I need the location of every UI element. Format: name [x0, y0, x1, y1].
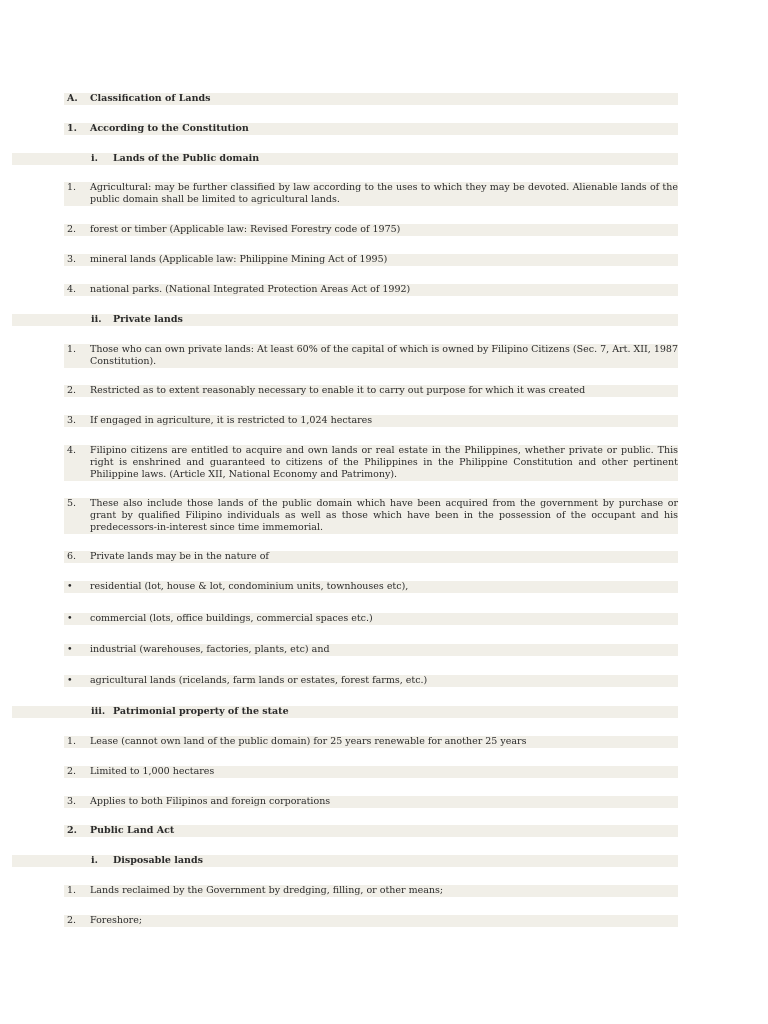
heading-text: Private lands [113, 314, 183, 325]
bullet-item-text: agricultural lands (ricelands, farm lands or estates, forest farms, etc.) [90, 675, 428, 686]
list-marker: 1. [67, 344, 77, 355]
list-item [64, 766, 678, 778]
list-marker: 4. [67, 284, 77, 295]
section-heading [64, 93, 678, 105]
bullet-marker: • [67, 613, 73, 624]
list-marker: 2. [67, 385, 77, 396]
list-item [64, 736, 678, 748]
list-item [64, 224, 678, 236]
bullet-item-text: industrial (warehouses, factories, plants, etc) and [90, 644, 330, 655]
list-item [64, 551, 678, 563]
list-marker: A. [67, 93, 78, 104]
roman-heading [12, 855, 678, 867]
heading-text: Classification of Lands [90, 93, 211, 104]
list-item-text: If engaged in agriculture, it is restricted to 1,024 hectares [90, 415, 373, 426]
list-item-text: Foreshore; [90, 915, 143, 926]
list-item [64, 182, 678, 206]
bullet-marker: • [67, 581, 73, 592]
list-item [64, 915, 678, 927]
list-marker: 1. [67, 182, 77, 193]
roman-heading [12, 314, 678, 326]
list-marker: 3. [67, 796, 77, 807]
list-item-text: Limited to 1,000 hectares [90, 766, 215, 777]
bullet-item [64, 644, 678, 656]
list-marker: 2. [67, 224, 77, 235]
list-marker: ii. [91, 314, 102, 325]
list-item [64, 498, 678, 534]
list-item [64, 415, 678, 427]
list-item-text: Agricultural: may be further classified by law according to the uses to which they may be devoted. Alienable lands of the public domain shall be limited to agricultural lands. [90, 182, 678, 205]
subsection-heading [64, 123, 678, 135]
list-marker: i. [91, 153, 98, 164]
list-marker: iii. [91, 706, 106, 717]
list-item-text: national parks. (National Integrated Protection Areas Act of 1992) [90, 284, 411, 295]
list-marker: 2. [67, 766, 77, 777]
subsection-heading [64, 825, 678, 837]
list-marker: 1. [67, 736, 77, 747]
list-item-text: Those who can own private lands: At least 60% of the capital of which is owned by Filipino Citizens (Sec. 7, Art. XII, 1987 Constitution). [90, 344, 678, 367]
bullet-item [64, 613, 678, 625]
list-item [64, 445, 678, 481]
roman-heading [12, 706, 678, 718]
list-item [64, 284, 678, 296]
list-marker: 1. [67, 123, 77, 134]
list-item-text: forest or timber (Applicable law: Revised Forestry code of 1975) [90, 224, 401, 235]
list-marker: 3. [67, 415, 77, 426]
list-marker: 5. [67, 498, 77, 509]
list-marker: 2. [67, 825, 77, 836]
list-item-text: Lands reclaimed by the Government by dredging, filling, or other means; [90, 885, 444, 896]
list-item [64, 254, 678, 266]
list-item [64, 385, 678, 397]
list-marker: 4. [67, 445, 77, 456]
heading-text: Lands of the Public domain [113, 153, 260, 164]
list-item-text: Lease (cannot own land of the public domain) for 25 years renewable for another 25 years [90, 736, 527, 747]
list-item [64, 885, 678, 897]
bullet-item [64, 675, 678, 687]
heading-text: Disposable lands [113, 855, 203, 866]
list-marker: 2. [67, 915, 77, 926]
list-item [64, 796, 678, 808]
bullet-marker: • [67, 675, 73, 686]
list-marker: 1. [67, 885, 77, 896]
list-item-text: Applies to both Filipinos and foreign corporations [90, 796, 331, 807]
bullet-item-text: commercial (lots, office buildings, commercial spaces etc.) [90, 613, 373, 624]
list-item-text: Filipino citizens are entitled to acquire and own lands or real estate in the Philippines, whether private or public. This right is enshrined and guaranteed to citizens of the Philippines in the Philippine Constitution and other pertinent Philippine laws. (Article XII, National Economy and Patrimony). [90, 445, 678, 480]
heading-text: Patrimonial property of the state [113, 706, 289, 717]
bullet-marker: • [67, 644, 73, 655]
bullet-item-text: residential (lot, house & lot, condominium units, townhouses etc), [90, 581, 409, 592]
list-item-text: These also include those lands of the public domain which have been acquired from the government by purchase or grant by qualified Filipino individuals as well as those which have been in the possession of the occupant and his predecessors-in-interest since time immemorial. [90, 498, 678, 533]
bullet-item [64, 581, 678, 593]
list-marker: 6. [67, 551, 77, 562]
list-marker: i. [91, 855, 98, 866]
heading-text: Public Land Act [90, 825, 175, 836]
list-marker: 3. [67, 254, 77, 265]
heading-text: According to the Constitution [90, 123, 249, 134]
list-item-text: Private lands may be in the nature of [90, 551, 269, 562]
list-item-text: mineral lands (Applicable law: Philippine Mining Act of 1995) [90, 254, 388, 265]
list-item [64, 344, 678, 368]
roman-heading [12, 153, 678, 165]
list-item-text: Restricted as to extent reasonably necessary to enable it to carry out purpose for which it was created [90, 385, 586, 396]
